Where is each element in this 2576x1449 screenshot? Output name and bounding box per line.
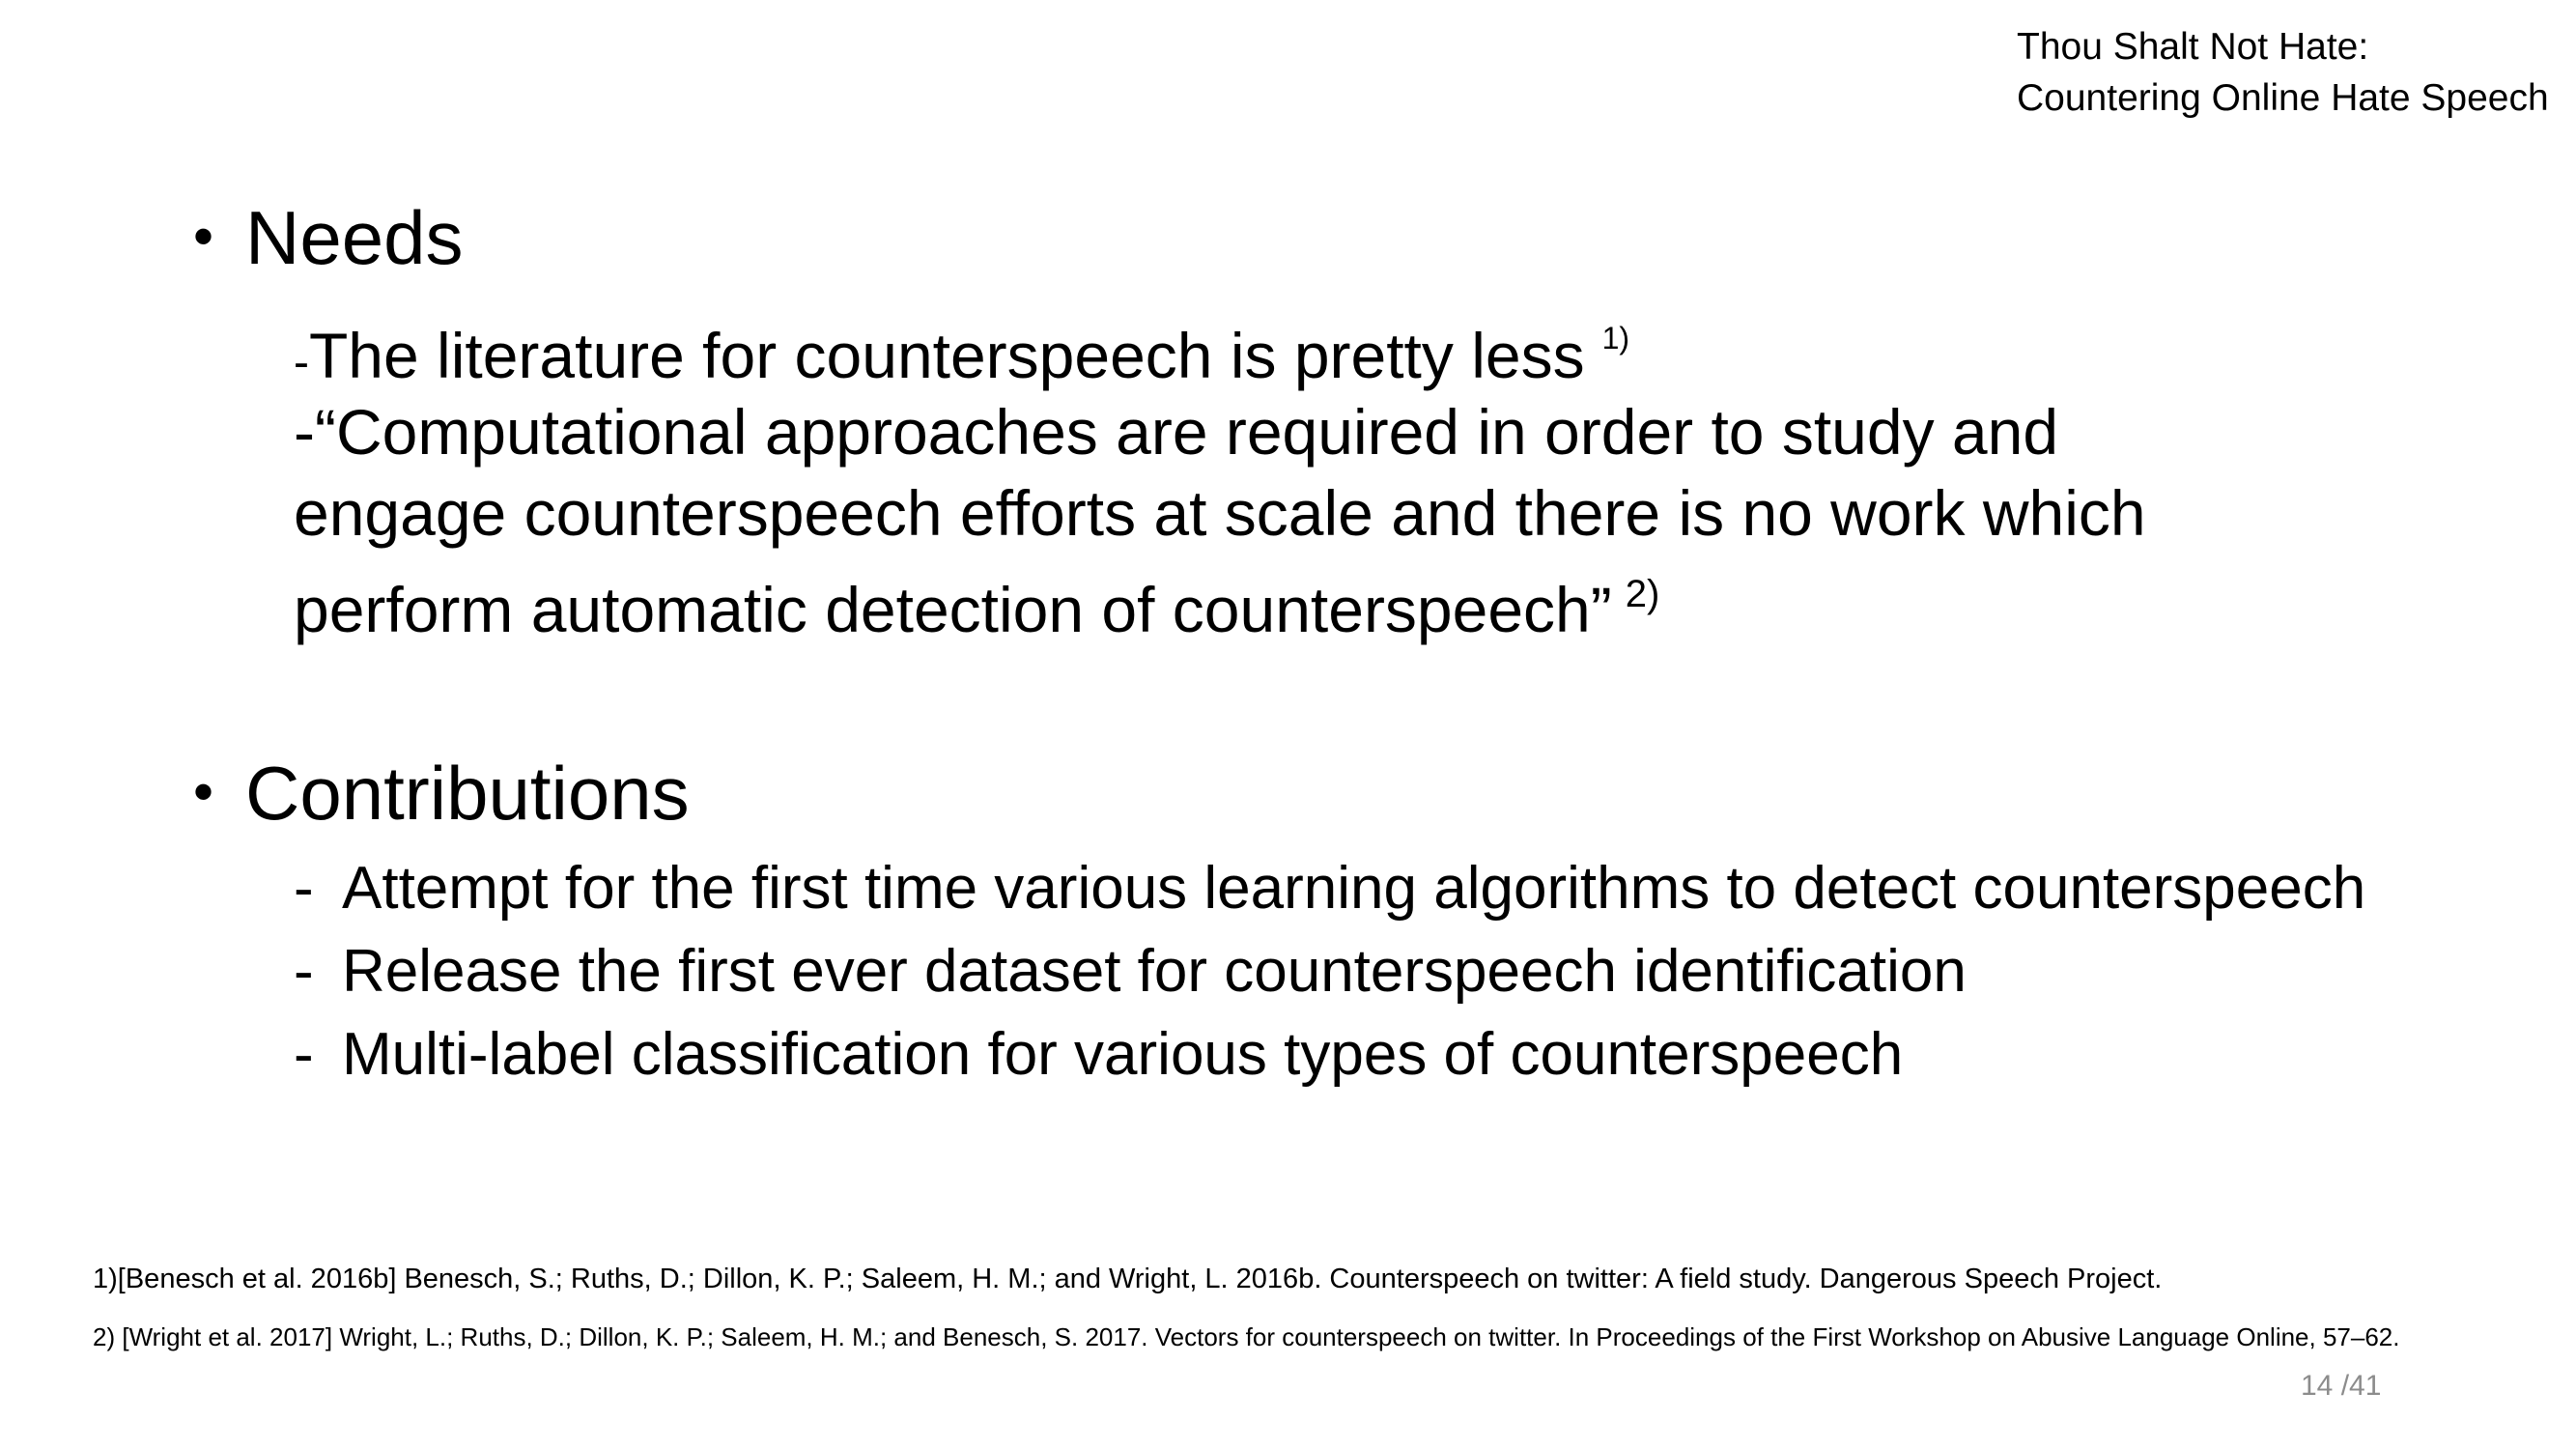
needs-item-2 bbox=[294, 391, 2146, 650]
needs-item-1-text: The literature for counterspeech is pretty less bbox=[308, 320, 1585, 391]
page-number: 14 /41 bbox=[2301, 1370, 2382, 1402]
needs-item-2-line-3-wrap bbox=[294, 554, 2146, 650]
contribution-item-2 bbox=[294, 933, 1967, 1010]
needs-heading bbox=[193, 193, 463, 281]
dash-marker: - bbox=[294, 337, 309, 388]
dash-marker: - bbox=[294, 1021, 314, 1088]
contribution-item-1-text: Attempt for the first time various learning algorithms to detect counterspeech bbox=[342, 855, 2366, 922]
dash-marker: - bbox=[294, 938, 314, 1005]
slide-header-title bbox=[2017, 21, 2549, 124]
needs-heading-text: Needs bbox=[245, 195, 464, 280]
footnote-marker-1: 1) bbox=[1601, 321, 1630, 355]
contribution-item-3-text: Multi-label classification for various types of counterspeech bbox=[342, 1021, 1904, 1088]
header-title-line-2: Countering Online Hate Speech bbox=[2017, 77, 2549, 119]
reference-1: 1)[Benesch et al. 2016b] Benesch, S.; Ruths, D.; Dillon, K. P.; Saleem, H. M.; and Wright, L. 2016b. Counterspeech on twitter: A field study. Dangerous Speech Project. bbox=[93, 1264, 2163, 1294]
bullet-icon: • bbox=[193, 204, 214, 269]
contribution-item-2-text: Release the first ever dataset for counterspeech identification bbox=[342, 938, 1967, 1005]
footnote-marker-2: 2) bbox=[1625, 573, 1660, 615]
needs-item-2-line-3: perform automatic detection of counterspeech” bbox=[294, 574, 1612, 645]
needs-item-2-line-1: -“Computational approaches are required in order to study and bbox=[294, 396, 2059, 468]
contributions-heading bbox=[193, 749, 690, 837]
contribution-item-1 bbox=[294, 850, 2365, 927]
needs-item-2-line-2: engage counterspeech efforts at scale and there is no work which bbox=[294, 477, 2146, 549]
header-title-line-1: Thou Shalt Not Hate: bbox=[2017, 26, 2369, 68]
needs-item-1 bbox=[294, 298, 1629, 404]
bullet-icon: • bbox=[193, 759, 214, 824]
reference-2: 2) [Wright et al. 2017] Wright, L.; Ruths, D.; Dillon, K. P.; Saleem, H. M.; and Benesch, S. 2017. Vectors for counterspeech on twitter. In Proceedings of the First Workshop on Abusive Language Online, 57–62. bbox=[93, 1322, 2400, 1351]
contribution-item-3 bbox=[294, 1016, 1903, 1094]
dash-marker: - bbox=[294, 855, 314, 922]
contributions-heading-text: Contributions bbox=[245, 751, 690, 836]
